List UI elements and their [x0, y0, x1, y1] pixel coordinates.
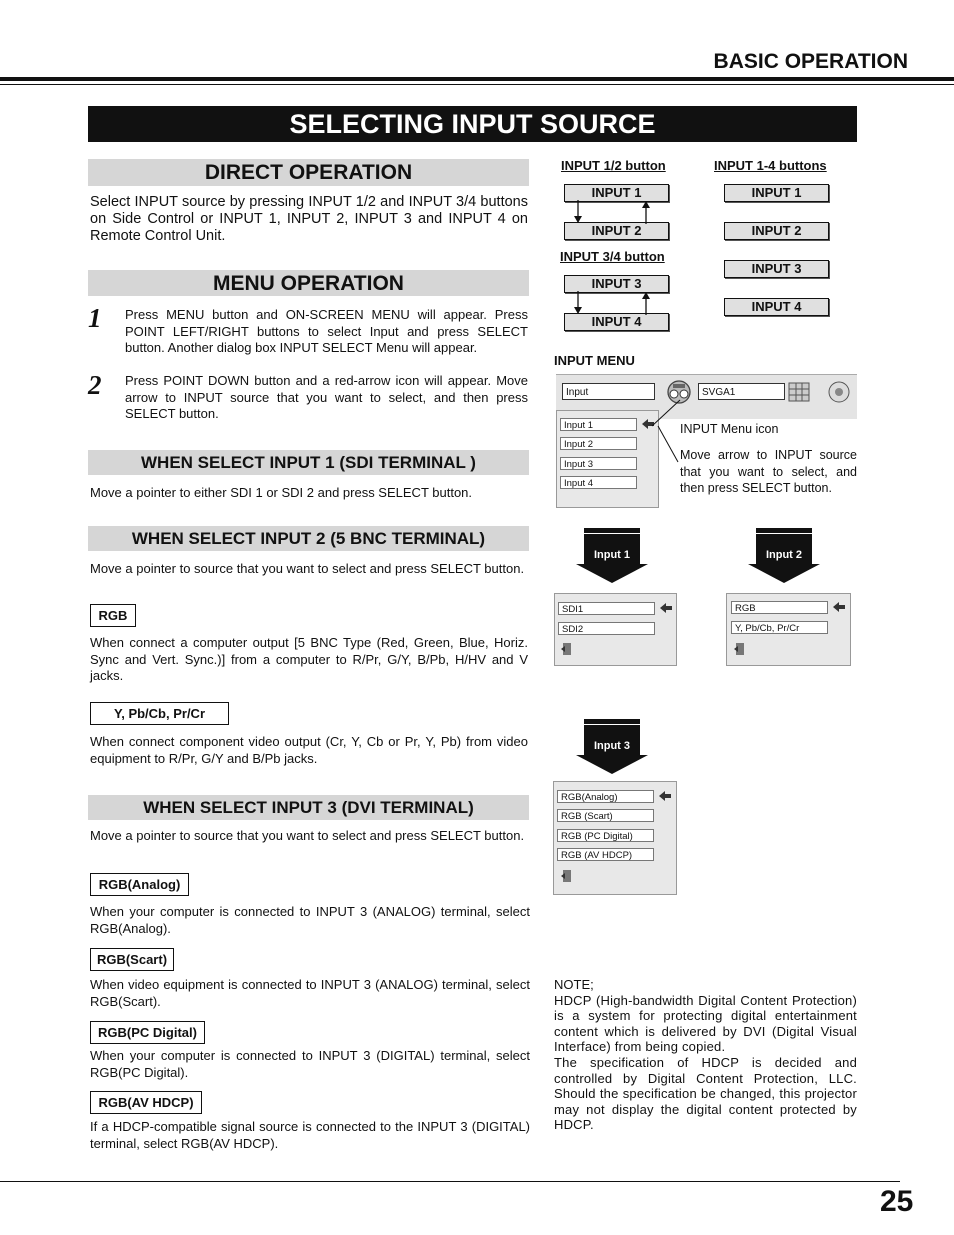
rgb-scart-item[interactable]: RGB (Scart): [557, 809, 654, 822]
exit-icon[interactable]: [560, 642, 574, 656]
input1-text: Move a pointer to either SDI 1 or SDI 2 and press SELECT button.: [90, 485, 473, 500]
remote-input2-button[interactable]: INPUT 2: [724, 222, 829, 240]
section-title: BASIC OPERATION: [713, 50, 908, 73]
rgb-pc-digital-text: When your computer is connected to INPUT 3 (DIGITAL) terminal, select RGB(PC Digital).: [90, 1048, 530, 1080]
sdi1-item[interactable]: SDI1: [558, 602, 655, 615]
toggle-arrows-icon-2: [570, 291, 660, 315]
remote-input4-button[interactable]: INPUT 4: [724, 298, 829, 316]
rgb-av-hdcp-text: If a HDCP-compatible signal source is connected to the INPUT 3 (DIGITAL) terminal, select RGB(AV HDCP).: [90, 1119, 530, 1151]
rgb-pc-digital-item[interactable]: RGB (PC Digital): [557, 829, 654, 842]
exit-icon-2[interactable]: [733, 642, 747, 656]
input2-menu-item[interactable]: Input 2: [560, 437, 637, 450]
disc-icon[interactable]: [826, 380, 852, 404]
input2-arrow-label: Input 2: [765, 549, 803, 561]
note-block: [554, 977, 857, 1133]
direct-operation-text: Select INPUT source by pressing INPUT 1/2 and INPUT 3/4 buttons on Side Control or INPUT 1, INPUT 2, INPUT 3 and INPUT 4 on Remote Control Unit.: [90, 194, 528, 244]
footer-rule: [0, 1181, 900, 1182]
remote-input1-button[interactable]: INPUT 1: [724, 184, 829, 202]
page-number: 25: [880, 1185, 914, 1218]
rgb-scart-text: When video equipment is connected to INPUT 3 (ANALOG) terminal, select RGB(Scart).: [90, 977, 530, 1009]
ypbpr-text: When connect component video output (Cr, Y, Cb or Pr, Y, Pb) from video equipment to R/Pr, G/Y and B/Pb jacks.: [90, 734, 528, 766]
sdi2-item[interactable]: SDI2: [558, 622, 655, 635]
rgb-scart-label: RGB(Scart): [90, 948, 174, 971]
rgb-analog-label: RGB(Analog): [90, 873, 189, 896]
ypbpr-item[interactable]: Y, Pb/Cb, Pr/Cr: [731, 621, 828, 634]
input-menu-icon-note: INPUT Menu icon: [680, 422, 779, 436]
step-1-text: Press MENU button and ON-SCREEN MENU will appear. Press POINT LEFT/RIGHT buttons to select Input and press SELECT button. Another dialog box INPUT SELECT Menu will appear.: [125, 307, 528, 355]
exit-icon-3[interactable]: [560, 869, 574, 883]
rgb-item[interactable]: RGB: [731, 601, 828, 614]
pointer-arrow-icon-2: [832, 601, 846, 613]
header-rule: [0, 77, 954, 81]
toggle-arrows-icon: [570, 200, 660, 224]
input3-heading: WHEN SELECT INPUT 3 (DVI TERMINAL): [88, 795, 529, 820]
step-2-number: 2: [88, 370, 102, 400]
input1-button[interactable]: INPUT 1: [564, 184, 669, 202]
input1-menu-item[interactable]: Input 1: [560, 418, 637, 431]
input4-menu-item[interactable]: Input 4: [560, 476, 637, 489]
input3-menu-item[interactable]: Input 3: [560, 457, 637, 470]
menu-operation-heading: MENU OPERATION: [88, 270, 529, 296]
input1-heading: WHEN SELECT INPUT 1 (SDI TERMINAL ): [88, 450, 529, 475]
rgb-text: When connect a computer output [5 BNC Type (Red, Green, Blue, Horiz. Sync and Vert. Sync.)] from a computer to R/Pr, G/Y, B/Pb, H/HV and V jacks.: [90, 635, 528, 683]
menu-bar-input[interactable]: Input: [562, 383, 655, 400]
input2-button[interactable]: INPUT 2: [564, 222, 669, 240]
rgb-analog-item[interactable]: RGB(Analog): [557, 790, 654, 803]
input2-heading: WHEN SELECT INPUT 2 (5 BNC TERMINAL): [88, 526, 529, 551]
note-paragraph-1: HDCP (High-bandwidth Digital Content Protection) is a system for protecting digital entertainment content which is delivered by DVI (Digital Visual Interface) from being copied.: [554, 992, 857, 1055]
step-2-text: Press POINT DOWN button and a red-arrow icon will appear. Move arrow to INPUT source that you want to select, and then press SELECT button.: [125, 373, 528, 421]
input1-arrow-label: Input 1: [593, 549, 631, 561]
input12-caption: INPUT 1/2 button: [561, 158, 666, 173]
rgb-label: RGB: [90, 604, 136, 627]
input-menu-caption: INPUT MENU: [554, 353, 635, 368]
input34-caption: INPUT 3/4 button: [560, 249, 665, 264]
input4-button[interactable]: INPUT 4: [564, 313, 669, 331]
rgb-av-hdcp-label: RGB(AV HDCP): [90, 1091, 202, 1114]
direct-operation-heading: DIRECT OPERATION: [88, 159, 529, 186]
ypbpr-label: Y, Pb/Cb, Pr/Cr: [90, 702, 229, 725]
step-1-number: 1: [88, 303, 102, 333]
rgb-analog-text: When your computer is connected to INPUT 3 (ANALOG) terminal, select RGB(Analog).: [90, 904, 530, 936]
grid-settings-icon[interactable]: [786, 380, 812, 404]
note-paragraph-2: The specification of HDCP is decided and controlled by Digital Content Protection, LLC. Should the specification be changed, this projector may not display the digital content protected by HDCP.: [554, 1054, 857, 1133]
pointer-arrow-icon-3: [658, 790, 672, 802]
pointer-arrow-icon: [659, 602, 673, 614]
rgb-pc-digital-label: RGB(PC Digital): [90, 1021, 205, 1044]
note-label: NOTE;: [554, 977, 594, 992]
move-arrow-note: Move arrow to INPUT source that you want to select, and then press SELECT button.: [680, 448, 857, 495]
input3-button[interactable]: INPUT 3: [564, 275, 669, 293]
page-title: SELECTING INPUT SOURCE: [88, 106, 857, 142]
input2-text: Move a pointer to source that you want to select and press SELECT button.: [90, 561, 525, 576]
menu-bar-svga[interactable]: SVGA1: [698, 383, 785, 400]
input3-text: Move a pointer to source that you want to select and press SELECT button.: [90, 828, 525, 843]
remote-input3-button[interactable]: INPUT 3: [724, 260, 829, 278]
input14-caption: INPUT 1-4 buttons: [714, 158, 827, 173]
rgb-av-hdcp-item[interactable]: RGB (AV HDCP): [557, 848, 654, 861]
header-rule-thin: [0, 84, 954, 85]
input3-arrow-label: Input 3: [593, 740, 631, 752]
